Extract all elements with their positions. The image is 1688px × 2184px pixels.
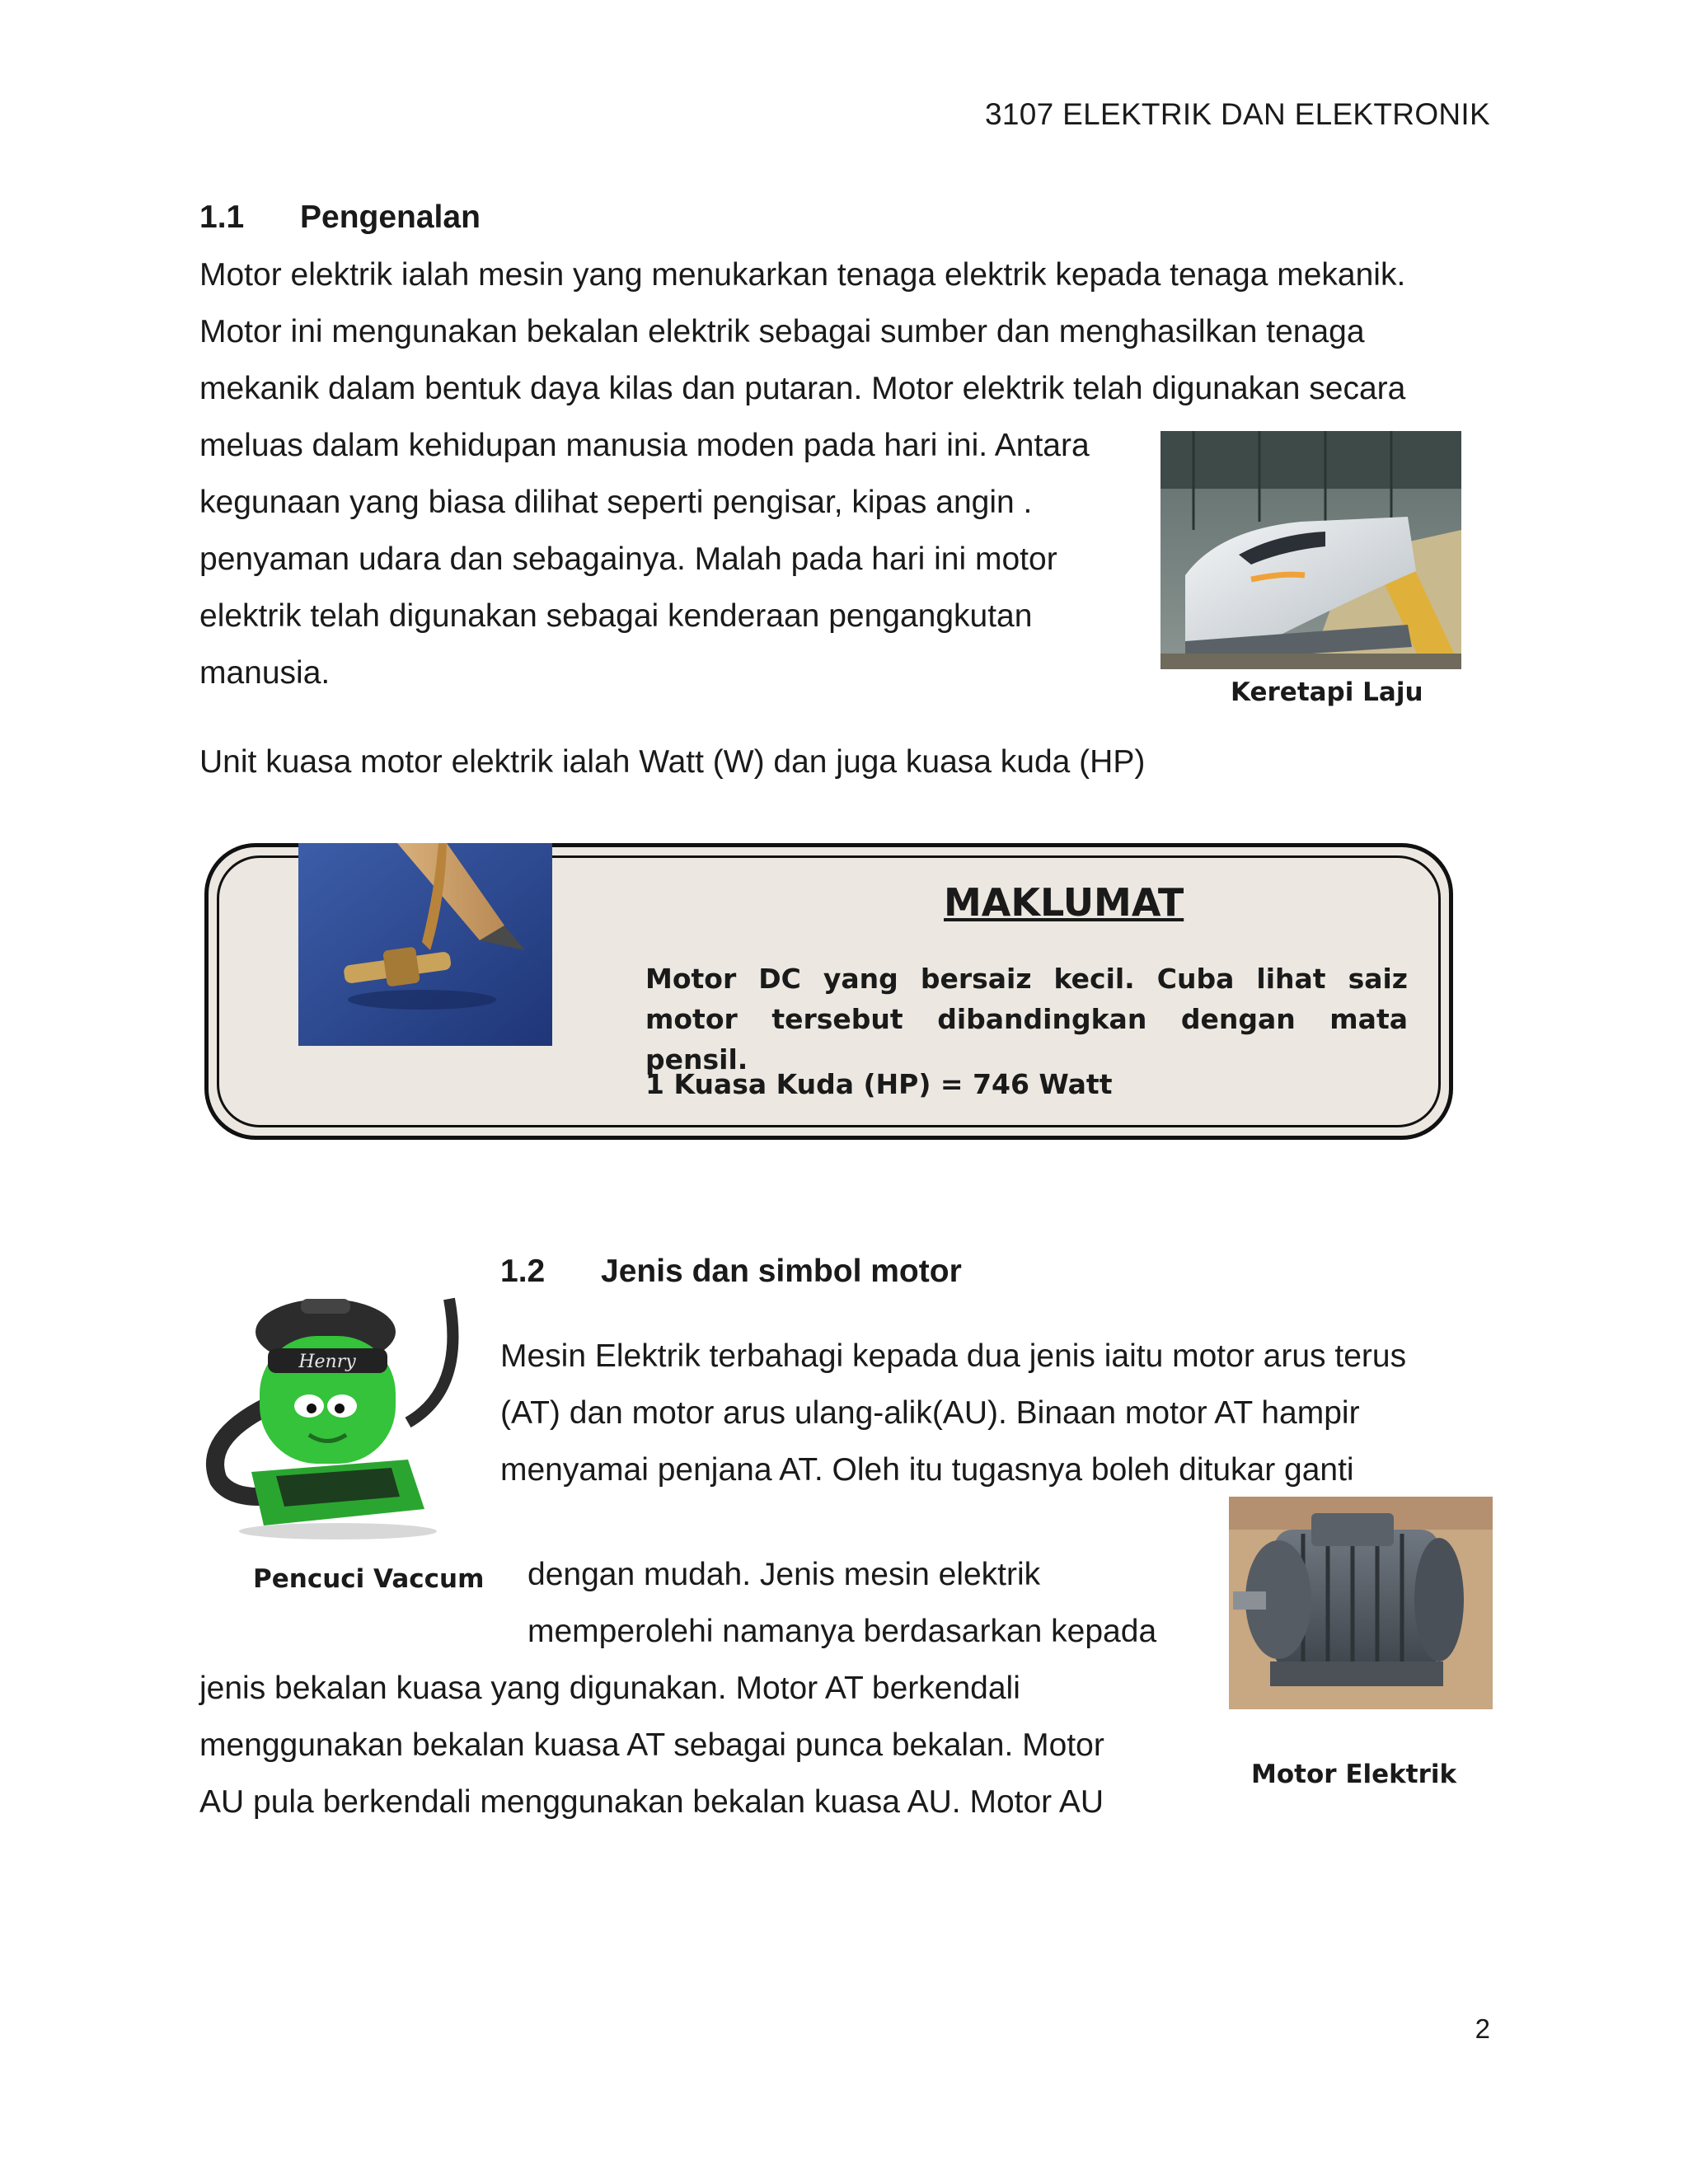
paragraph-line: menyamai penjana AT. Oleh itu tugasnya boleh ditukar ganti (500, 1452, 1354, 1488)
train-caption: Keretapi Laju (1231, 677, 1423, 707)
vacuum-caption: Pencuci Vaccum (253, 1564, 485, 1594)
paragraph-line: menggunakan bekalan kuasa AT sebagai punca bekalan. Motor (199, 1727, 1104, 1763)
paragraph-line: kegunaan yang biasa dilihat seperti pengisar, kipas angin . (199, 485, 1033, 520)
paragraph-line: meluas dalam kehidupan manusia moden pada hari ini. Antara (199, 428, 1090, 463)
motor-caption: Motor Elektrik (1251, 1760, 1457, 1789)
electric-motor-image (1229, 1497, 1493, 1709)
vacuum-cleaner-image (202, 1291, 474, 1546)
section-2-paragraph-a (500, 1328, 1406, 1498)
section-1-heading (199, 199, 481, 236)
info-box-formula: 1 Kuasa Kuda (HP) = 746 Watt (645, 1068, 1113, 1100)
paragraph-line: manusia. (199, 655, 331, 691)
paragraph-line: jenis bekalan kuasa yang digunakan. Motor AT berkendali (199, 1671, 1020, 1706)
section-2-title: Jenis dan simbol motor (601, 1254, 962, 1289)
paragraph-line: Mesin Elektrik terbahagi kepada dua jenis iaitu motor arus terus (500, 1338, 1407, 1374)
section-1-number: 1.1 (199, 199, 245, 235)
bullet-train-image (1160, 431, 1461, 669)
unit-line: Unit kuasa motor elektrik ialah Watt (W) dan juga kuasa kuda (HP) (199, 744, 1146, 780)
section-1-title: Pengenalan (300, 199, 481, 235)
paragraph-line: elektrik telah digunakan sebagai kenderaan pengangkutan (199, 598, 1033, 634)
info-box-title: MAKLUMAT (944, 880, 1184, 925)
paragraph-line: memperolehi namanya berdasarkan kepada (528, 1614, 1157, 1649)
course-header: 3107 ELEKTRIK DAN ELEKTRONIK (985, 97, 1490, 131)
section-2-number: 1.2 (500, 1254, 546, 1289)
paragraph-line: penyaman udara dan sebagainya. Malah pada hari ini motor (199, 541, 1057, 577)
paragraph-line: AU pula berkendali menggunakan bekalan kuasa AU. Motor AU (199, 1784, 1104, 1820)
paragraph-line: dengan mudah. Jenis mesin elektrik (528, 1557, 1041, 1592)
small-dc-motor-image (298, 843, 552, 1046)
page-number: 2 (1475, 2013, 1490, 2044)
vacuum-brand-text: Henry (298, 1352, 356, 1372)
section-2-heading (500, 1254, 962, 1290)
paragraph-line: mekanik dalam bentuk daya kilas dan putaran. Motor elektrik telah digunakan secara (199, 371, 1406, 406)
section-2-paragraph-b (528, 1546, 1156, 1660)
info-box-text: Motor DC yang bersaiz kecil. Cuba lihat saiz motor tersebut dibandingkan dengan mata pensil. (645, 963, 1408, 1076)
paragraph-line: Motor ini mengunakan bekalan elektrik sebagai sumber dan menghasilkan tenaga (199, 314, 1365, 349)
paragraph-line: (AT) dan motor arus ulang-alik(AU). Binaan motor AT hampir (500, 1395, 1360, 1431)
section-2-paragraph-c (199, 1660, 1104, 1830)
paragraph-line: Motor elektrik ialah mesin yang menukarkan tenaga elektrik kepada tenaga mekanik. (199, 257, 1406, 293)
